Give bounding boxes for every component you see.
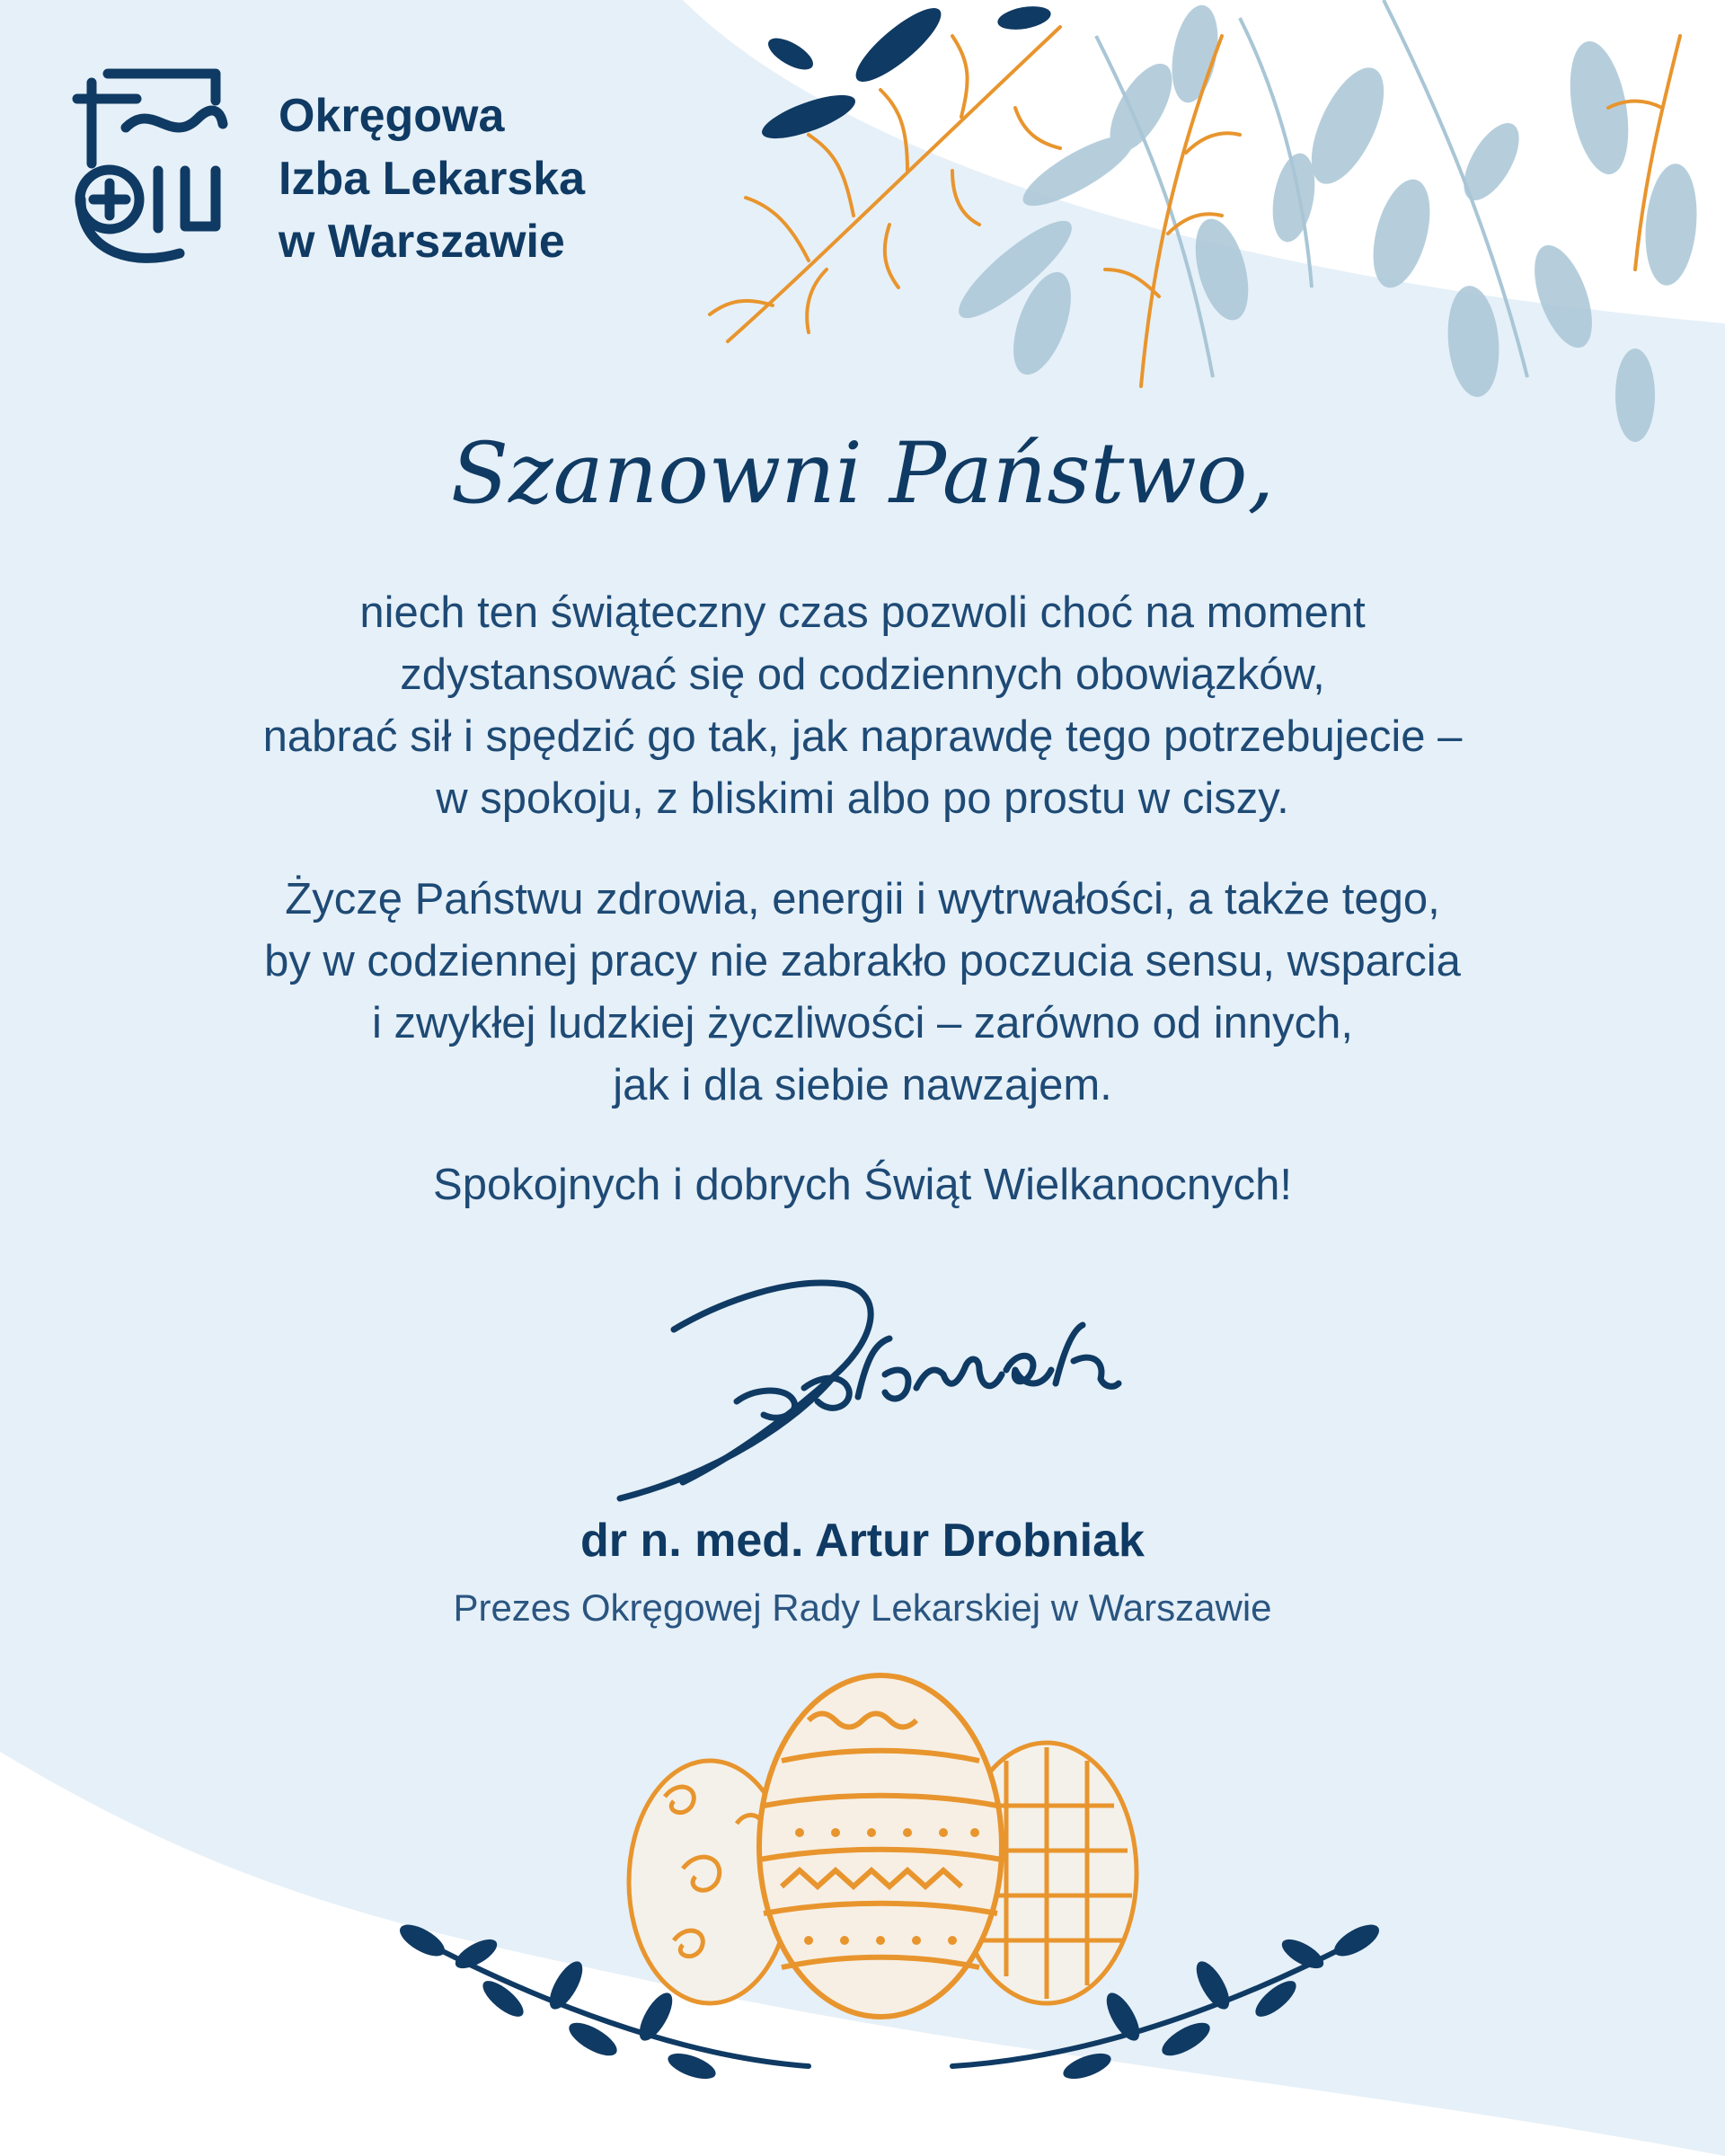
paragraph-line: i zwykłej ludzkiej życzliwości – zarówno od innych, (371, 999, 1354, 1047)
paragraph-2 (0, 869, 1725, 1117)
salutation: Szanowni Państwo, (450, 425, 1275, 523)
paragraph-line: by w codziennej pracy nie zabrakło poczucia sensu, wsparcia (264, 937, 1461, 985)
organization-name-line: w Warszawie (279, 216, 565, 268)
signer-title: Prezes Okręgowej Rady Lekarskiej w Warszawie (453, 1586, 1272, 1629)
paragraph-line: jak i dla siebie nawzajem. (613, 1061, 1112, 1109)
paragraph-line: zdystansować się od codziennych obowiązków, (400, 650, 1325, 699)
paragraph-line: w spokoju, z bliskimi albo po prostu w ciszy. (436, 774, 1289, 823)
organization-name-line: Izba Lekarska (279, 153, 586, 205)
signer-name: dr n. med. Artur Drobniak (580, 1515, 1145, 1567)
paragraph-1 (0, 582, 1725, 830)
organization-name-line: Okręgowa (279, 90, 505, 142)
paragraph-line: nabrać sił i spędzić go tak, jak naprawdę tego potrzebujecie – (262, 712, 1463, 761)
paragraph-line: Życzę Państwu zdrowia, energii i wytrwałości, a także tego, (285, 875, 1440, 923)
paragraph-line: niech ten świąteczny czas pozwoli choć na moment (359, 588, 1366, 637)
closing-wish: Spokojnych i dobrych Świąt Wielkanocnych! (433, 1161, 1292, 1209)
